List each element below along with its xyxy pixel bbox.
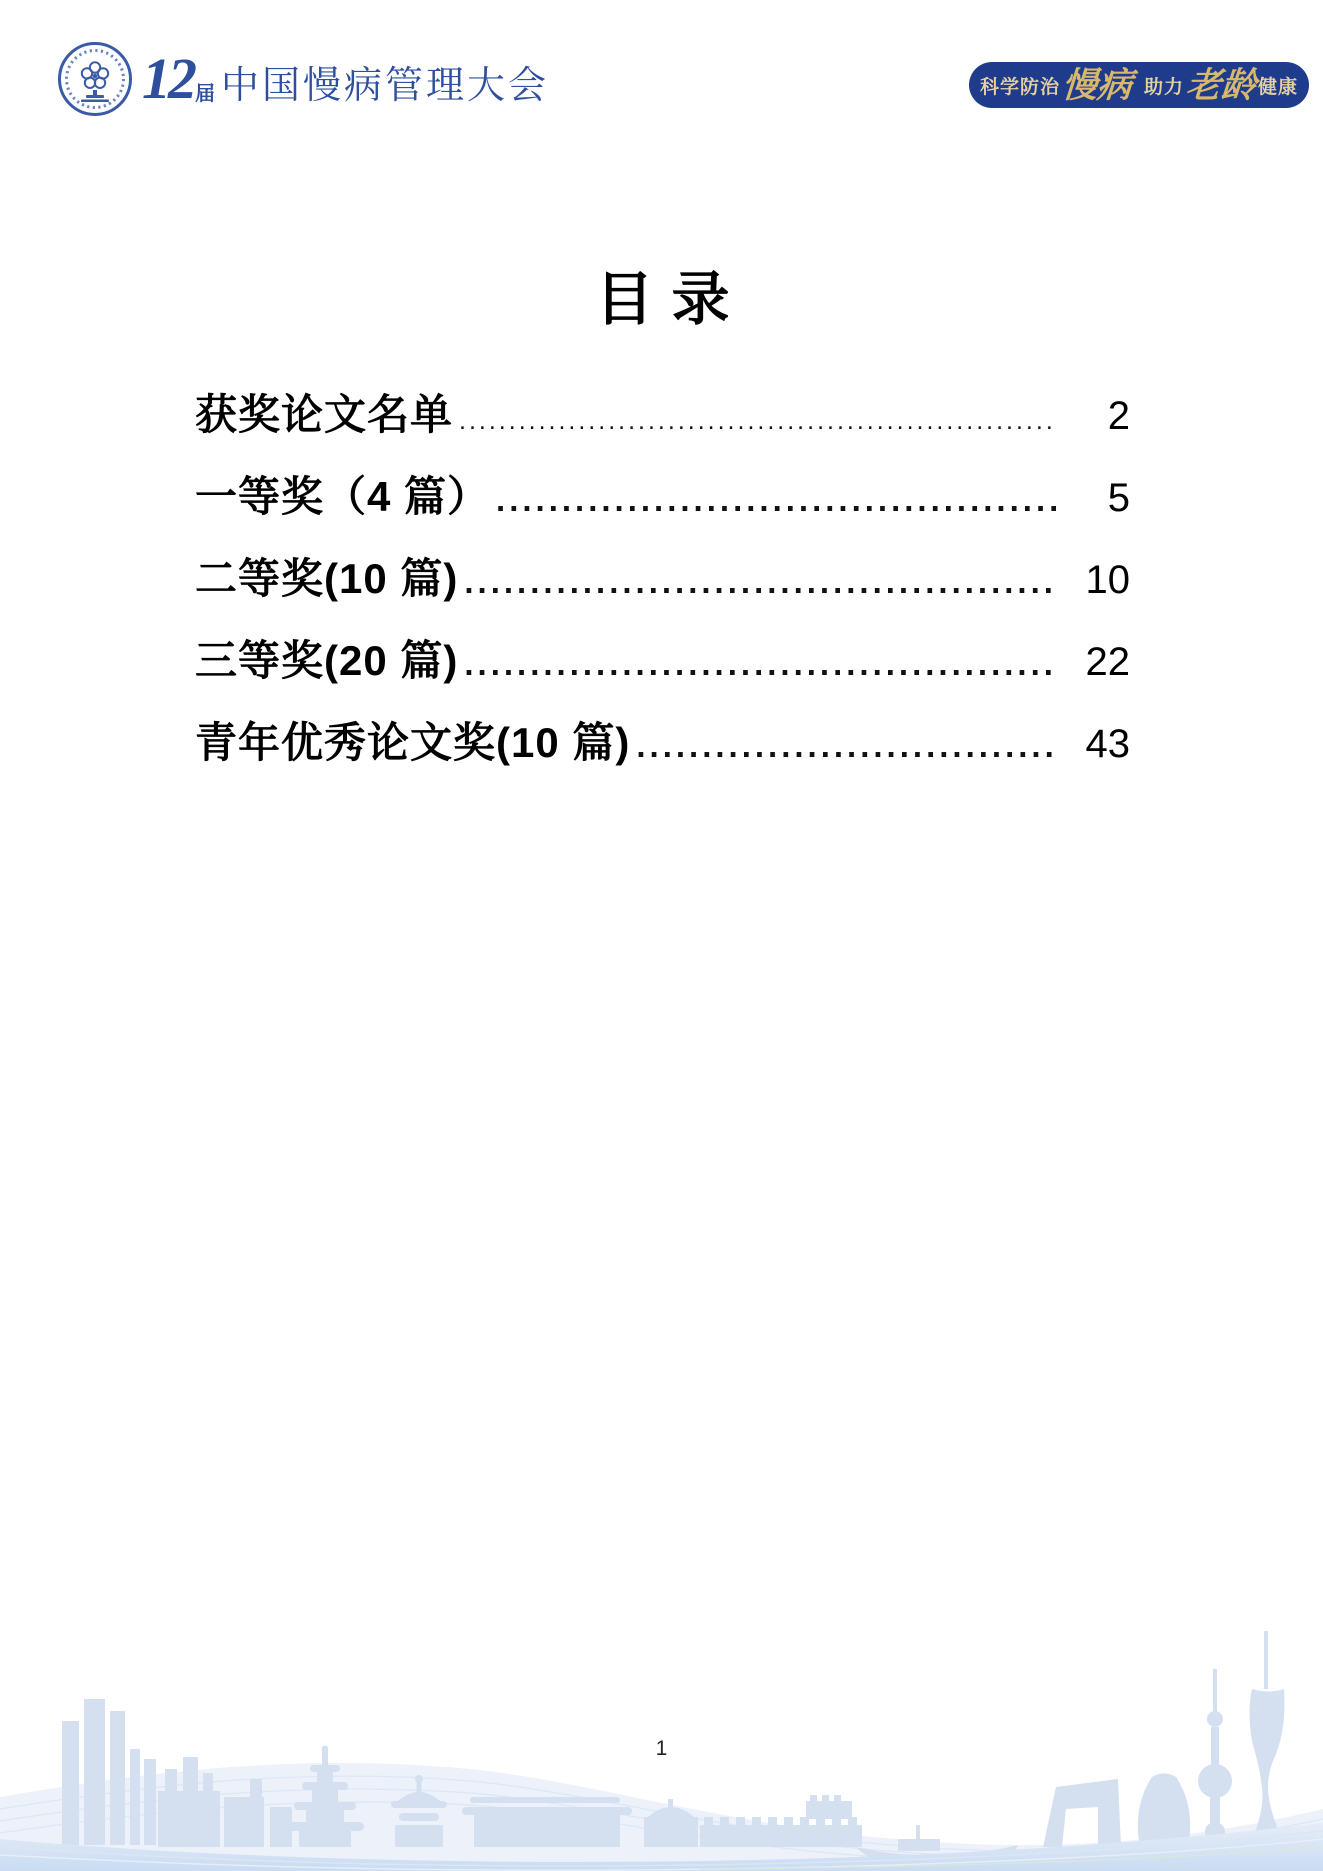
toc-entry[interactable] <box>195 710 1130 792</box>
toc-entry[interactable] <box>195 546 1130 628</box>
toc-entry-label: 三等奖(20 篇) <box>195 637 459 684</box>
toc-title: 目录 <box>595 267 748 332</box>
conference-logo-group <box>56 40 549 118</box>
slogan-segment-emphasis: 慢病 <box>1060 65 1134 105</box>
toc-entry[interactable] <box>195 382 1130 464</box>
slogan-segment: 助力 <box>1143 76 1184 98</box>
toc-entry[interactable] <box>195 628 1130 710</box>
toc-entry-list <box>195 382 1130 792</box>
toc-entry-label: 获奖论文名单 <box>195 391 454 438</box>
conference-number: 12 <box>142 45 194 111</box>
toc-entry-page-number: 5 <box>1107 476 1130 520</box>
toc-entry-page-number: 43 <box>1085 722 1130 766</box>
slogan-segment: 健康 <box>1258 76 1299 98</box>
slogan-segment-emphasis: 老龄 <box>1184 65 1258 105</box>
slogan-segment: 科学防治 <box>979 76 1060 98</box>
toc-leader-dots <box>458 563 1058 601</box>
toc-entry-label: 青年优秀论文奖(10 篇) <box>195 719 631 766</box>
slogan-banner <box>969 62 1309 108</box>
association-emblem-icon <box>56 40 134 118</box>
conference-title: 中国慢病管理大会 <box>221 64 550 107</box>
toc-entry-label: 二等奖(10 篇) <box>195 555 459 602</box>
toc-leader-dots <box>453 407 1058 436</box>
page-header <box>0 0 1323 140</box>
toc-entry-page-number: 10 <box>1085 558 1130 602</box>
conference-number-suffix: 届 <box>195 82 215 105</box>
toc-entry-label: 一等奖（4 篇） <box>195 473 491 520</box>
toc-leader-dots <box>458 645 1058 683</box>
toc-entry-page-number: 22 <box>1085 640 1130 684</box>
toc-entry-page-number: 2 <box>1107 394 1130 438</box>
table-of-contents <box>195 252 1130 792</box>
conference-wordmark <box>142 45 550 111</box>
city-skyline-graphic <box>0 1601 1323 1871</box>
toc-leader-dots <box>490 481 1058 519</box>
toc-leader-dots <box>630 727 1058 765</box>
toc-entry[interactable] <box>195 464 1130 546</box>
page-number: 1 <box>655 1737 668 1760</box>
